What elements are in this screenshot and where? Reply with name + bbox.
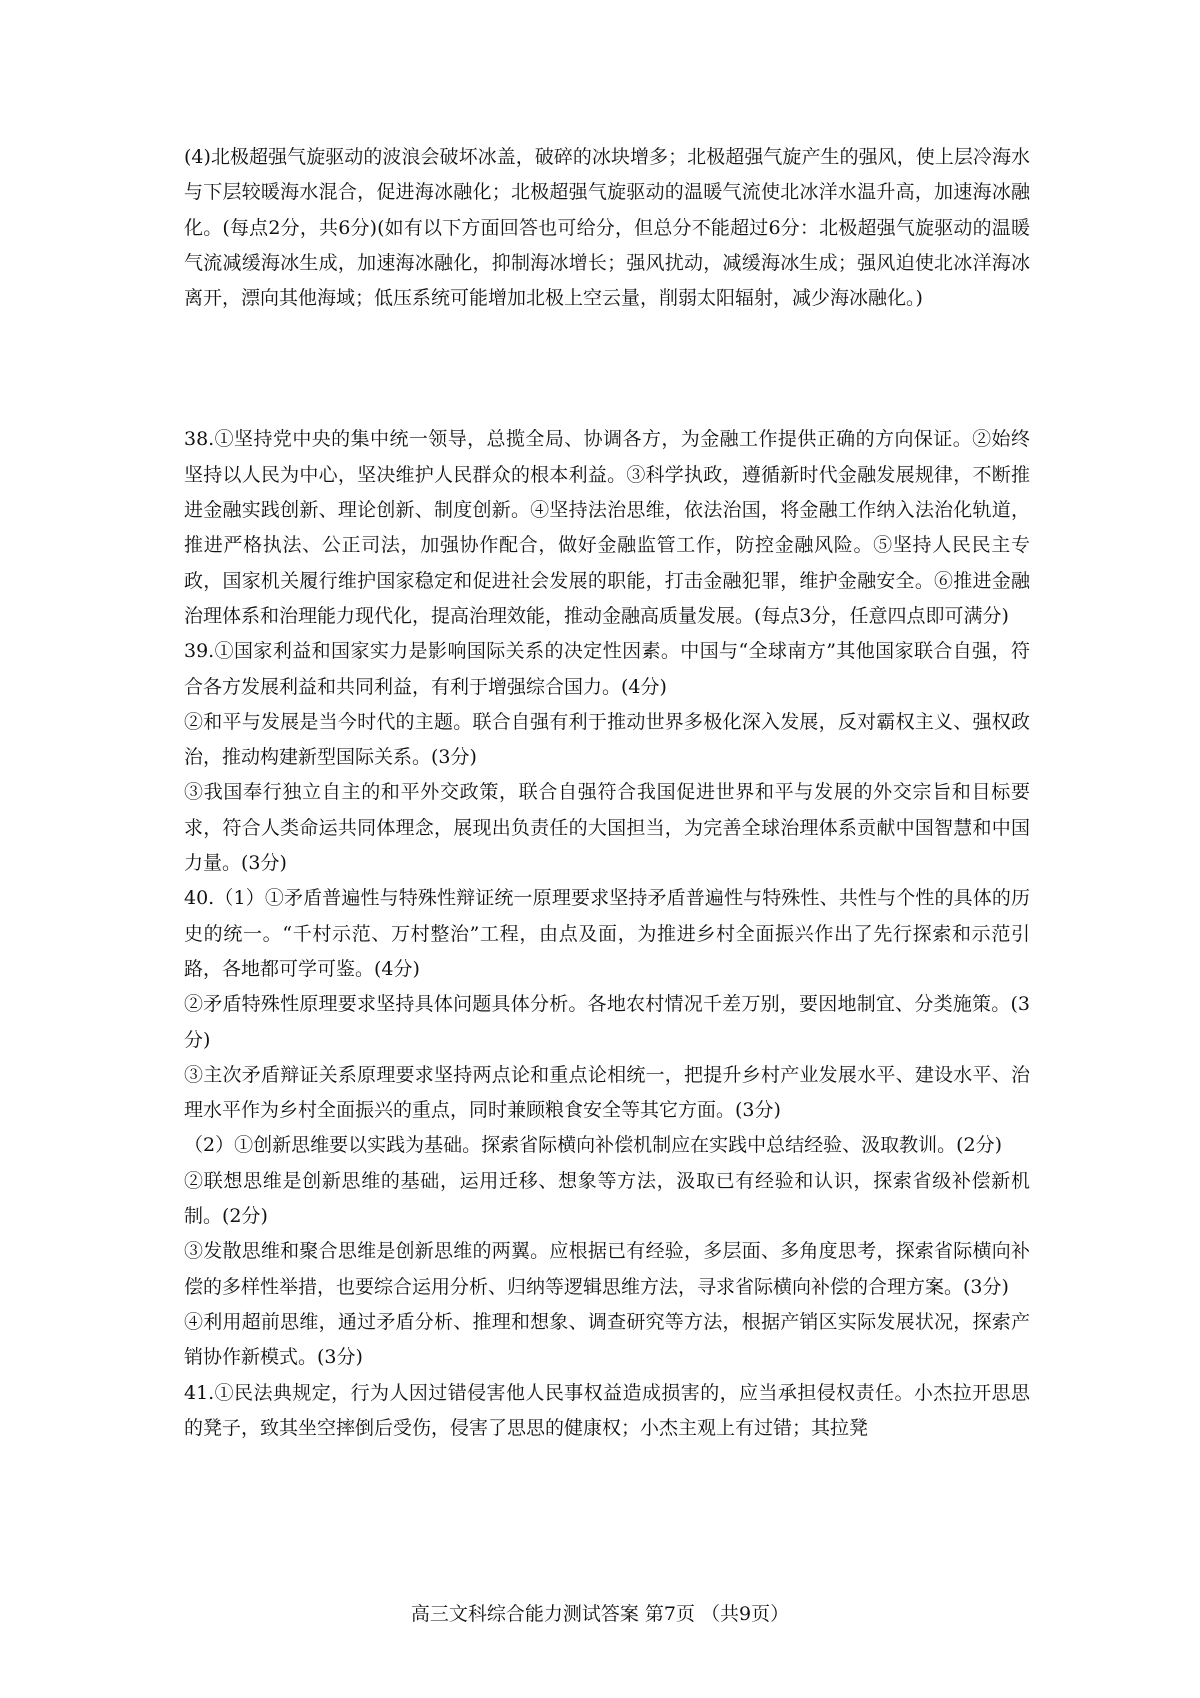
answer-40-1-1: 40.（1）①矛盾普遍性与特殊性辩证统一原理要求坚持矛盾普遍性与特殊性、共性与个性的具体的历史的统一。“千村示范、万村整治”工程，由点及面，为推进乡村全面振兴作出了先行探索和示范引路，各地都可学可鉴。(4分) (184, 887, 1030, 980)
answer-40-2-3: ③发散思维和聚合思维是创新思维的两翼。应根据已有经验，多层面、多角度思考，探索省际横向补偿的多样性举措，也要综合运用分析、归纳等逻辑思维方法，寻求省际横向补偿的合理方案。(3分) (184, 1240, 1030, 1298)
answer-39-2: ②和平与发展是当今时代的主题。联合自强有利于推动世界多极化深入发展，反对霸权主义、强权政治，推动构建新型国际关系。(3分) (184, 710, 1030, 769)
answer-40-1-3: ③主次矛盾辩证关系原理要求坚持两点论和重点论相统一，把提升乡村产业发展水平、建设水平、治理水平作为乡村全面振兴的重点，同时兼顾粮食安全等其它方面。(3分) (184, 1063, 1030, 1122)
answer-41-1: 41.①民法典规定，行为人因过错侵害他人民事权益造成损害的，应当承担侵权责任。小杰拉开思思的凳子，致其坐空摔倒后受伤，侵害了思思的健康权；小杰主观上有过错；其拉凳 (184, 1381, 1030, 1439)
answer-content (184, 140, 1030, 1446)
answer-40-2-1: （2）①创新思维要以实践为基础。探索省际横向补偿机制应在实践中总结经验、汲取教训。(2分) (184, 1134, 1003, 1157)
answer-38: 38.①坚持党中央的集中统一领导，总揽全局、协调各方，为金融工作提供正确的方向保证。②始终坚持以人民为中心，坚决维护人民群众的根本利益。③科学执政，遵循新时代金融发展规律，不断推进金融实践创新、理论创新、制度创新。④坚持法治思维，依法治国，将金融工作纳入法治化轨道，推进严格执法、公正司法，加强协作配合，做好金融监管工作，防控金融风险。⑤坚持人民民主专政，国家机关履行维护国家稳定和促进社会发展的职能，打击金融犯罪，维护金融安全。⑥推进金融治理体系和治理能力现代化，提高治理效能，推动金融高质量发展。(每点3分，任意四点即可满分) (184, 428, 1030, 627)
answer-40-1-2: ②矛盾特殊性原理要求坚持具体问题具体分析。各地农村情况千差万别，要因地制宜、分类施策。(3分) (184, 993, 1030, 1051)
answer-40-2-4: ④利用超前思维，通过矛盾分析、推理和想象、调查研究等方法，根据产销区实际发展状况，探索产销协作新模式。(3分) (184, 1310, 1030, 1369)
answer-40-2-2: ②联想思维是创新思维的基础，运用迁移、想象等方法，汲取已有经验和认识，探索省级补偿新机制。(2分) (184, 1169, 1030, 1228)
page-footer: 高三文科综合能力测试答案 第7页 （共9页） (410, 1603, 790, 1625)
answer-39-3: ③我国奉行独立自主的和平外交政策，联合自强符合我国促进世界和平与发展的外交宗旨和目标要求，符合人类命运共同体理念，展现出负责任的大国担当，为完善全球治理体系贡献中国智慧和中国力量。(3分) (184, 781, 1030, 875)
answer-37-4: (4)北极超强气旋驱动的波浪会破坏冰盖，破碎的冰块增多；北极超强气旋产生的强风，使上层冷海水与下层较暖海水混合，促进海冰融化；北极超强气旋驱动的温暖气流使北冰洋水温升高，加速海冰融化。(每点2分，共6分)(如有以下方面回答也可给分，但总分不能超过6分：北极超强气旋驱动的温暖气流减缓海冰生成，加速海冰融化，抑制海冰增长；强风扰动，减缓海冰生成；强风迫使北冰洋海冰离开，漂向其他海域；低压系统可能增加北极上空云量，削弱太阳辐射，减少海冰融化。) (184, 146, 1030, 310)
section-gap (184, 316, 1030, 422)
answer-39-1: 39.①国家利益和国家实力是影响国际关系的决定性因素。中国与“全球南方”其他国家联合自强，符合各方发展利益和共同利益，有利于增强综合国力。(4分) (184, 640, 1030, 698)
